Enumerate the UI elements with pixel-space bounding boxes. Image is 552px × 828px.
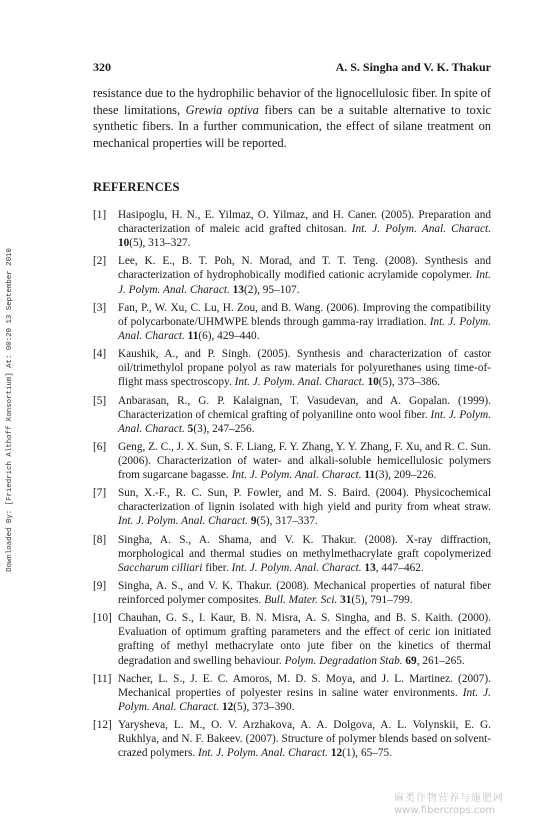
closing-paragraph [93, 85, 491, 152]
reference-number: [6] [93, 440, 107, 453]
reference-text: Singha, A. S., A. Shama, and V. K. Thakur. (2008). X-ray diffraction, morphological and thermal studies on methylmethacrylate graft copolymerized [118, 533, 491, 560]
reference-item [93, 533, 491, 575]
reference-text: Nacher, L. S., J. E. C. Amoros, M. D. S. Moya, and J. L. Martinez. (2007). Mechanical properties of polyester resins in saline water environments. [118, 672, 491, 699]
reference-item [93, 611, 491, 667]
reference-pages: , 447–462. [375, 561, 424, 574]
reference-item [93, 301, 491, 343]
reference-journal: Int. J. Polym. Anal. Charact. [197, 747, 328, 760]
reference-italic-species: Saccharum cilliari [118, 561, 203, 574]
reference-journal: Int. J. Polym. Anal. Charact. [118, 315, 491, 342]
reference-number: [1] [93, 209, 107, 221]
reference-volume: 13 [229, 283, 244, 296]
reference-pages: (2), 95–107. [243, 283, 300, 296]
reference-item [93, 440, 491, 482]
page-number: 320 [93, 60, 111, 74]
paragraph-italic-species: Grewia optiva [185, 102, 259, 117]
watermark-url: www.fibercrops.com [394, 805, 496, 816]
references-heading: REFERENCES [93, 180, 180, 194]
reference-text: Anbarasan, R., G. P. Kalaignan, T. Vasudevan, and A. Gopalan. (1999). Characterization of chemical grafting of polyaniline onto wool fiber. [118, 394, 491, 421]
download-stamp [4, 240, 16, 580]
reference-volume: 10 [118, 237, 130, 250]
reference-text: Yarysheva, L. M., O. V. Arzhakova, A. A. Dolgova, A. L. Volynskii, E. G. Rukhlya, and N. F. Bakeev. (2007). Structure of polymer blends based on solvent-crazed polymers. [118, 719, 491, 760]
reference-text-continued: fiber. [202, 561, 232, 574]
reference-pages: (5), 313–327. [129, 237, 191, 250]
reference-number: [8] [93, 533, 107, 546]
reference-journal: Polym. Degradation Stab. [284, 654, 403, 667]
reference-text: Lee, K. E., B. T. Poh, N. Morad, and T. T. Teng. (2008). Synthesis and characterization of hydrophobically modified cationic acrylamide copolymer. [118, 255, 491, 282]
reference-journal: Int. J. Polym. Anal. Charact. [118, 515, 249, 528]
paragraph-text-1: resistance due to the hydrophilic behavior of the lignocellulosic fiber. In spite of these limitations, [93, 86, 491, 117]
paragraph-text-2: fibers can be a suitable alternative to toxic synthetic fibers. In a further communication, the effect of silane treatment on mechanical properties will be reported. [93, 102, 492, 151]
reference-journal: Int. J. Polym. Anal. Charact. [118, 269, 491, 296]
reference-item [93, 486, 491, 528]
reference-journal: Int. J. Polym. Anal. Charact. [231, 561, 362, 574]
running-authors: A. S. Singha and V. K. Thakur [335, 60, 491, 74]
reference-item [93, 347, 491, 389]
reference-journal: Int. J. Polym. Anal. Charact. [234, 376, 365, 389]
reference-journal: Bull. Mater. Sci. [264, 594, 338, 607]
reference-text: Geng, Z. C., J. X. Sun, S. F. Liang, F. Y. Zhang, Y. Y. Zhang, F. Xu, and R. C. Sun. (2006). Characterization of water- and alkali-soluble hemicellulosic polymers from sugarcane bagasse. [118, 440, 491, 482]
reference-item [93, 254, 491, 296]
reference-pages: , 261–265. [416, 654, 465, 667]
reference-volume: 5 [184, 422, 194, 435]
reference-pages: (3), 247–256. [193, 422, 255, 435]
running-header [93, 60, 491, 76]
reference-number: [10] [93, 612, 112, 625]
reference-item [93, 208, 491, 250]
reference-item [93, 718, 491, 760]
reference-journal: Int. J. Polym. Anal. Charact. [118, 408, 491, 435]
reference-number: [7] [93, 487, 107, 500]
reference-volume: 9 [248, 515, 257, 528]
reference-pages: (5), 373–390. [233, 700, 295, 713]
reference-number: [3] [93, 301, 107, 314]
reference-text: Hasipoglu, H. N., E. Yilmaz, O. Yilmaz, and H. Caner. (2005). Preparation and characterization of maleic acid grafted chitosan. [118, 209, 491, 236]
reference-pages: (5), 791–799. [351, 594, 413, 607]
reference-number: [9] [93, 580, 107, 592]
reference-journal: Int. J. Polym. Anal. Charact. [231, 469, 362, 482]
reference-volume: 13 [361, 561, 376, 574]
download-stamp-text: Downloaded By: [Friedrich Althoff Konsortium] At: 00:20 13 September 2010 [6, 248, 14, 572]
reference-text: Sun, X.-F., R. C. Sun, P. Fowler, and M. S. Baird. (2004). Physicochemical characterization of lignin isolated with high yield and purity from wheat straw. [118, 487, 491, 514]
reference-pages: (5), 373–386. [378, 376, 440, 389]
reference-volume: 10 [364, 376, 379, 389]
reference-item [93, 394, 491, 436]
reference-text: Kaushik, A., and P. Singh. (2005). Synthesis and characterization of castor oil/trimethylol propane polyol as raw materials for polyurethanes using time-of-flight mass spectroscopy. [118, 348, 491, 389]
reference-volume: 11 [184, 329, 199, 342]
reference-volume: 12 [328, 747, 343, 760]
reference-number: [2] [93, 255, 107, 268]
reference-pages: (3), 209–226. [375, 469, 437, 482]
reference-volume: 12 [219, 700, 234, 713]
reference-number: [5] [93, 394, 107, 407]
reference-volume: 69 [402, 654, 417, 667]
reference-item [93, 672, 491, 714]
reference-number: [12] [93, 719, 112, 732]
reference-text: Singha, A. S., and V. K. Thakur. (2008). Mechanical properties of natural fiber reinforced polymer composites. [118, 580, 491, 607]
reference-number: [4] [93, 348, 107, 361]
reference-journal: Int. J. Polym. Anal. Charact. [351, 223, 491, 236]
reference-number: [11] [93, 672, 112, 685]
reference-item [93, 579, 491, 607]
reference-pages: (5), 317–337. [256, 515, 318, 528]
reference-text: Chauhan, G. S., I. Kaur, B. N. Misra, A. S. Singha, and B. S. Kaith. (2000). Evaluation of optimum grafting parameters and the effect of ceric ion initiated grafting of methyl methacrylate onto jute fiber on the kinetics of thermal degradation and swelling behaviour. [118, 612, 491, 667]
reference-pages: (6), 429–440. [198, 329, 260, 342]
reference-volume: 31 [337, 594, 352, 607]
reference-list [93, 208, 491, 765]
watermark-chinese: 麻类作物营养与施肥网 [394, 793, 504, 804]
reference-volume: 11 [361, 469, 376, 482]
reference-journal: Int. J. Polym. Anal. Charact. [118, 686, 491, 713]
site-watermark [394, 793, 534, 817]
reference-text: Fan, P., W. Xu, C. Lu, H. Zou, and B. Wang. (2006). Improving the compatibility of polycarbonate/UHMWPE blends through gamma-ray irradiation. [118, 301, 491, 328]
reference-pages: (1), 65–75. [342, 747, 393, 760]
